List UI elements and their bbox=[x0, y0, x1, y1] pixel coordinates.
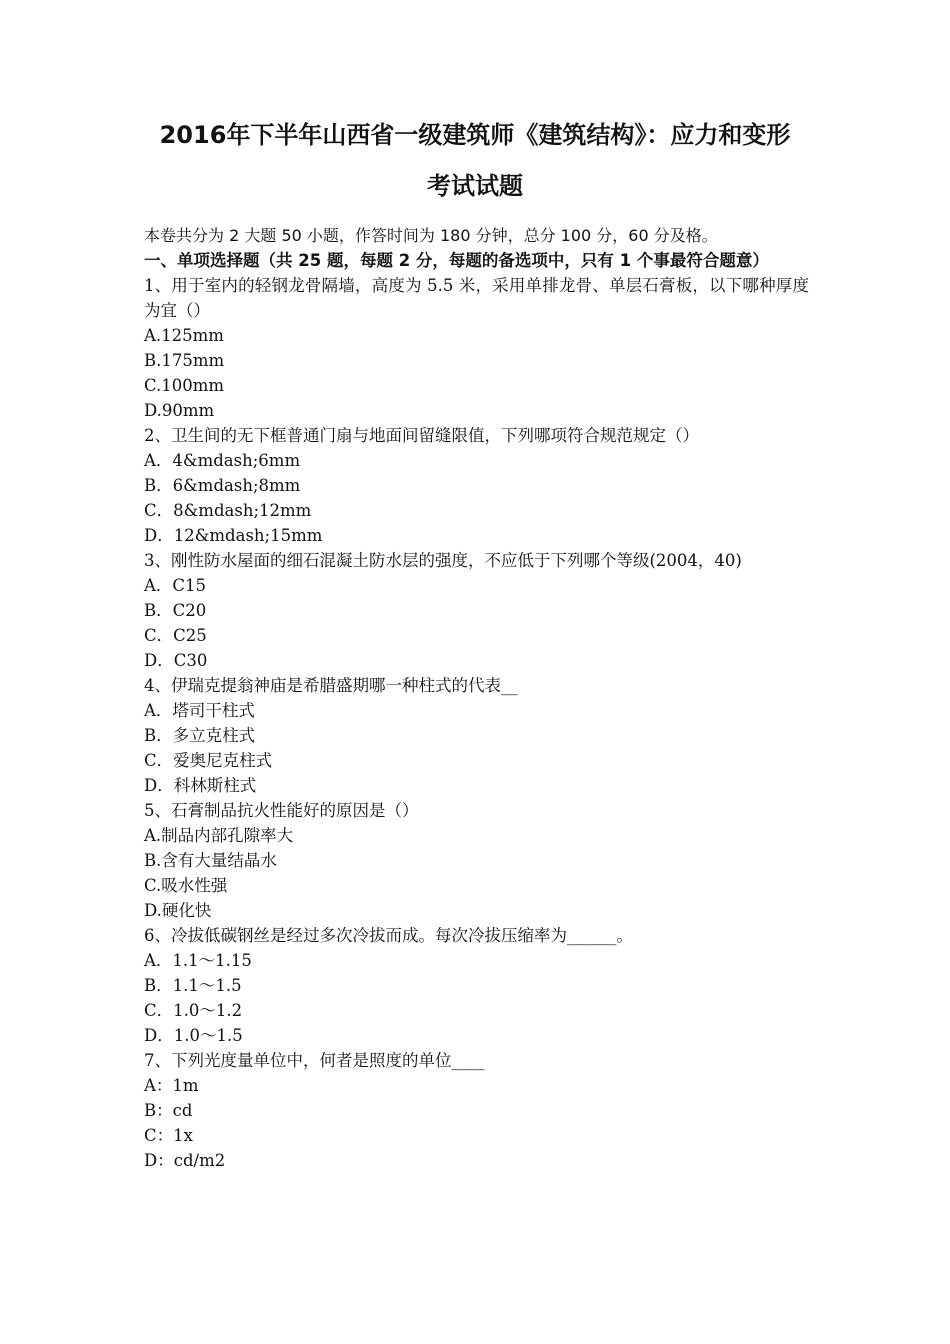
section-heading: 一、单项选择题（共 25 题，每题 2 分，每题的备选项中，只有 1 个事最符合题意） bbox=[144, 251, 769, 270]
answer-options bbox=[144, 948, 809, 1048]
question-text: 6、冷拔低碳钢丝是经过多次冷拔而成。每次冷拔压缩率为______。 bbox=[144, 926, 633, 945]
answer-option: D.90mm bbox=[144, 401, 215, 420]
answer-option: A．塔司干柱式 bbox=[144, 701, 255, 720]
question-text: 7、下列光度量单位中，何者是照度的单位____ bbox=[144, 1051, 485, 1070]
question-item bbox=[144, 1048, 809, 1173]
answer-option: B.175mm bbox=[144, 351, 225, 370]
question-text: 2、卫生间的无下框普通门扇与地面间留缝限值，下列哪项符合规范规定（） bbox=[144, 426, 699, 445]
question-item bbox=[144, 923, 809, 1048]
answer-option: D．1.0～1.5 bbox=[144, 1026, 243, 1045]
answer-option: A.制品内部孔隙率大 bbox=[144, 826, 294, 845]
question-item bbox=[144, 548, 809, 673]
answer-option: C．C25 bbox=[144, 626, 207, 645]
answer-option: A.125mm bbox=[144, 326, 224, 345]
answer-option: D：cd/m2 bbox=[144, 1151, 226, 1170]
document-title-continued: 考试试题 bbox=[427, 172, 523, 200]
question-text: 3、刚性防水屋面的细石混凝土防水层的强度，不应低于下列哪个等级(2004，40) bbox=[144, 551, 742, 570]
answer-options bbox=[144, 823, 809, 923]
question-item bbox=[144, 273, 809, 423]
question-item bbox=[144, 423, 809, 548]
answer-options bbox=[144, 1073, 809, 1173]
answer-options bbox=[144, 573, 809, 673]
document-title: 2016年下半年山西省一级建筑师《建筑结构》：应力和变形 bbox=[159, 121, 791, 149]
answer-option: D．12&mdash;15mm bbox=[144, 526, 323, 545]
answer-option: D．C30 bbox=[144, 651, 208, 670]
answer-option: C.100mm bbox=[144, 376, 225, 395]
document-body bbox=[144, 223, 809, 1173]
answer-option: A．C15 bbox=[144, 576, 207, 595]
answer-option: B．多立克柱式 bbox=[144, 726, 256, 745]
answer-options bbox=[144, 448, 809, 548]
question-item bbox=[144, 673, 809, 798]
answer-option: C．爱奥尼克柱式 bbox=[144, 751, 273, 770]
question-text: 4、伊瑞克提翁神庙是希腊盛期哪一种柱式的代表__ bbox=[144, 676, 518, 695]
answer-option: B．1.1～1.5 bbox=[144, 976, 242, 995]
question-item bbox=[144, 798, 809, 923]
answer-option: B.含有大量结晶水 bbox=[144, 851, 277, 870]
answer-option: A：1m bbox=[144, 1076, 199, 1095]
question-list bbox=[144, 273, 809, 1173]
answer-option: B．C20 bbox=[144, 601, 207, 620]
answer-option: C．1.0～1.2 bbox=[144, 1001, 243, 1020]
question-text: 1、用于室内的轻钢龙骨隔墙，高度为 5.5 米，采用单排龙骨、单层石膏板，以下哪种厚度为宜（） bbox=[144, 276, 809, 320]
answer-option: C.吸水性强 bbox=[144, 876, 228, 895]
answer-option: A．1.1～1.15 bbox=[144, 951, 252, 970]
answer-option: B：cd bbox=[144, 1101, 193, 1120]
answer-option: D．科林斯柱式 bbox=[144, 776, 257, 795]
answer-option: C：1x bbox=[144, 1126, 193, 1145]
answer-option: D.硬化快 bbox=[144, 901, 212, 920]
exam-intro: 本卷共分为 2 大题 50 小题，作答时间为 180 分钟，总分 100 分，60 分及格。 bbox=[144, 226, 718, 245]
question-text: 5、石膏制品抗火性能好的原因是（） bbox=[144, 801, 419, 820]
answer-option: C．8&mdash;12mm bbox=[144, 501, 312, 520]
answer-options bbox=[144, 698, 809, 798]
answer-options bbox=[144, 323, 809, 423]
answer-option: B．6&mdash;8mm bbox=[144, 476, 301, 495]
answer-option: A．4&mdash;6mm bbox=[144, 451, 301, 470]
